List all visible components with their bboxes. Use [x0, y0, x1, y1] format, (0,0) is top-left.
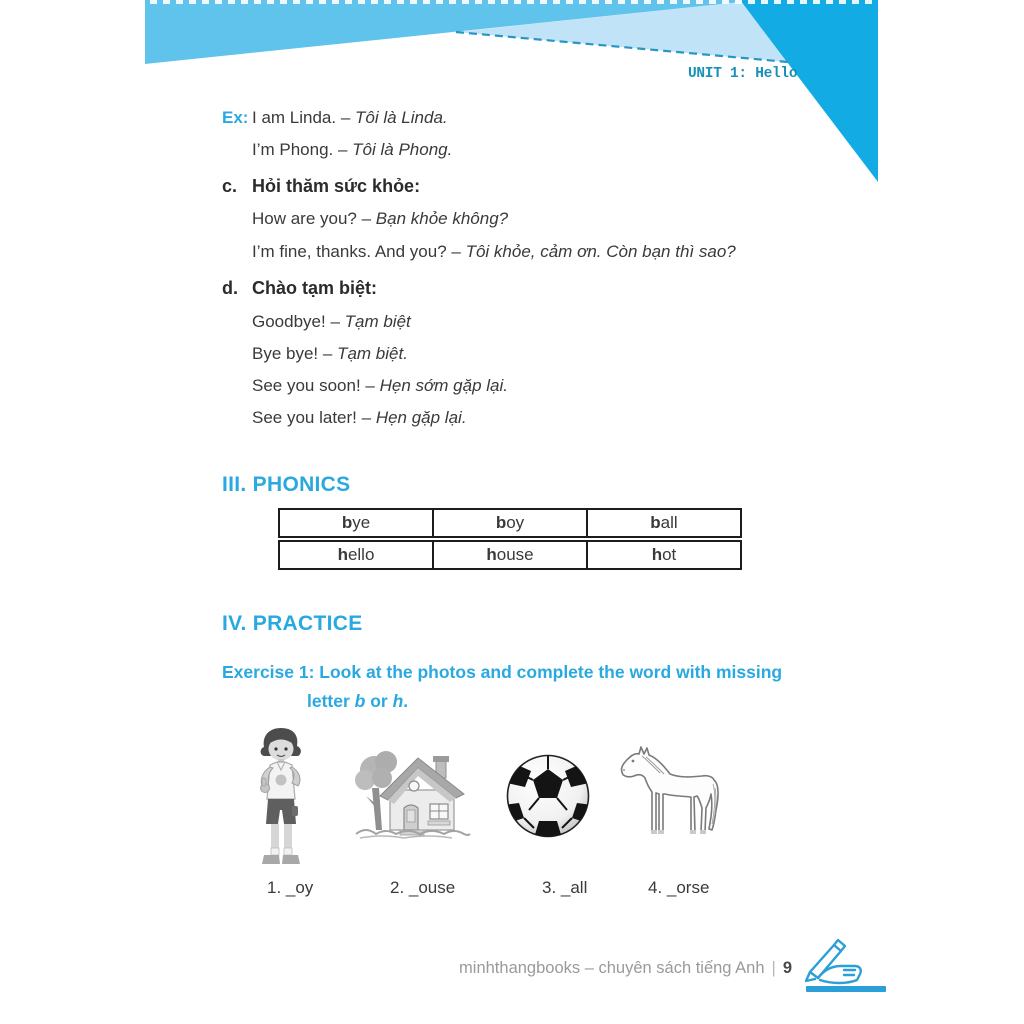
dark-blue-triangle [740, 0, 878, 182]
phonics-bold-letter: h [651, 545, 663, 564]
section-c-line2-en: I’m fine, thanks. And you? – [252, 242, 466, 261]
photo-label-1: 1. _oy [267, 878, 314, 897]
page-footer [300, 959, 792, 978]
section-d-line2-en: Bye bye! – [252, 344, 338, 363]
page-number: 9 [782, 959, 792, 977]
section-d-line [252, 344, 408, 364]
section-d-line1-vi: Tạm biệt [344, 312, 411, 331]
phonics-cell-ball [586, 510, 740, 536]
phonics-cell-bye [280, 510, 432, 536]
example-label: Ex: [222, 108, 249, 127]
footer-separator: | [771, 959, 776, 977]
phonics-rest: ot [662, 545, 677, 564]
section-c-line [252, 209, 508, 229]
writing-hand-icon [800, 938, 870, 988]
footer-logo-underline [806, 986, 886, 992]
horse-photo [612, 744, 730, 854]
exercise-title-line2 [307, 691, 408, 712]
example-line [252, 108, 448, 128]
practice-heading: IV. PRACTICE [222, 612, 363, 635]
section-d-title: Chào tạm biệt: [252, 278, 378, 298]
photo-label-2: 2. _ouse [390, 878, 456, 897]
ball-photo [505, 753, 591, 839]
photo-label-4: 4. _orse [648, 878, 710, 897]
unit-title: UNIT 1: Hello [688, 66, 798, 82]
exercise-line2-mid: or [365, 691, 393, 711]
phonics-bold-letter: b [341, 513, 353, 532]
footer-publisher: minhthangbooks – chuyên sách tiếng Anh [459, 959, 765, 977]
exercise-title-line1: Exercise 1: Look at the photos and complete the word with missing [222, 662, 783, 682]
section-d-line [252, 408, 467, 428]
phonics-bold-letter: h [337, 545, 348, 564]
phonics-rest: oy [506, 513, 525, 532]
phonics-bold-letter: b [495, 513, 507, 532]
phonics-rest: ouse [496, 545, 534, 564]
section-c-line2-vi: Tôi khỏe, cảm ơn. Còn bạn thì sao? [465, 242, 736, 261]
section-d-line [252, 376, 508, 396]
house-photo [352, 744, 474, 850]
phonics-cell-house [432, 542, 586, 568]
section-c-title: Hỏi thăm sức khỏe: [252, 176, 421, 196]
section-d-line4-en: See you later! – [252, 408, 376, 427]
photo-label-3: 3. _all [542, 878, 588, 897]
example-line2-en: I’m Phong. – [252, 140, 353, 159]
phonics-table [278, 508, 738, 570]
phonics-rest: ello [347, 545, 375, 564]
section-d-line2-vi: Tạm biệt. [337, 344, 408, 363]
section-d-letter: d. [222, 278, 238, 298]
phonics-cell-hot [586, 542, 740, 568]
exercise-line2-prefix: letter [307, 691, 355, 711]
section-c-line1-vi: Bạn khỏe không? [375, 209, 509, 228]
section-c-line [252, 242, 736, 262]
phonics-table-row [278, 508, 742, 538]
phonics-table-row [278, 540, 742, 570]
section-d-line3-vi: Hẹn sớm gặp lại. [379, 376, 508, 395]
example-line [252, 140, 452, 160]
phonics-rest: all [660, 513, 678, 532]
exercise-letter-b: b [354, 691, 366, 711]
section-d-line1-en: Goodbye! – [252, 312, 345, 331]
section-d-line3-en: See you soon! – [252, 376, 380, 395]
phonics-cell-boy [432, 510, 586, 536]
section-d-line [252, 312, 411, 332]
boy-photo [250, 726, 312, 870]
phonics-bold-letter: h [486, 545, 497, 564]
phonics-rest: ye [352, 513, 371, 532]
phonics-cell-hello [280, 542, 432, 568]
section-d-line4-vi: Hẹn gặp lại. [375, 408, 467, 427]
example-line1-vi: Tôi là Linda. [355, 108, 448, 127]
phonics-heading: III. PHONICS [222, 473, 351, 496]
phonics-bold-letter: b [650, 513, 661, 532]
example-line1-en: I am Linda. – [252, 108, 356, 127]
exercise-line2-suffix: . [403, 691, 409, 711]
exercise-letter-h: h [392, 691, 404, 711]
section-c-line1-en: How are you? – [252, 209, 376, 228]
header-decoration [0, 0, 1024, 200]
section-c-letter: c. [222, 176, 238, 196]
example-line2-vi: Tôi là Phong. [352, 140, 453, 159]
